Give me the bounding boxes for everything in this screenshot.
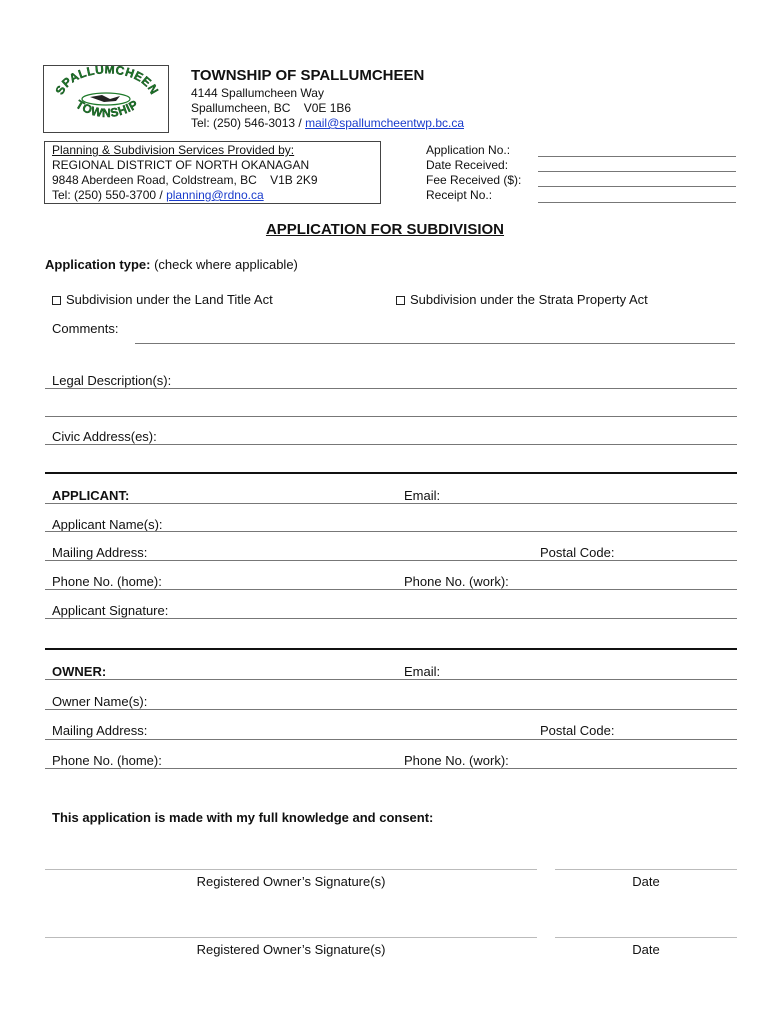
owner-mailing-label: Mailing Address: (52, 723, 148, 738)
owner-mailing-field[interactable] (45, 739, 737, 740)
land-title-checkbox[interactable] (52, 296, 61, 305)
applicant-email-field[interactable] (45, 503, 737, 504)
owner-signature-label-1: Registered Owner’s Signature(s) (196, 874, 386, 889)
date-received-field[interactable] (538, 171, 736, 172)
owner-phone-work-label: Phone No. (work): (404, 753, 509, 768)
planning-email-link[interactable]: planning@rdno.ca (166, 188, 264, 202)
owner-date-label-2: Date (632, 942, 660, 957)
applicant-signature-label: Applicant Signature: (52, 603, 169, 618)
applicant-postal-label: Postal Code: (540, 545, 615, 560)
org-address-line2: Spallumcheen, BC V0E 1B6 (191, 101, 352, 115)
strata-checkbox[interactable] (396, 296, 405, 305)
applicant-phone-work-label: Phone No. (work): (404, 574, 509, 589)
org-tel: Tel: (250) 546-3013 / (191, 116, 306, 130)
owner-heading: OWNER: (52, 664, 107, 679)
legal-description-label: Legal Description(s): (52, 373, 172, 388)
planning-title: Planning & Subdivision Services Provided by: (52, 143, 295, 157)
owner-phone-field[interactable] (45, 768, 737, 769)
logo-figure (90, 95, 120, 102)
township-logo-graphic (44, 66, 168, 132)
logo-top-text: SPALLUMCHEEN (52, 66, 162, 97)
owner-email-label: Email: (404, 664, 441, 679)
option-land-title[interactable] (52, 292, 273, 307)
application-no-label: Application No.: (426, 143, 511, 157)
comments-field[interactable] (135, 343, 735, 344)
owner-signature-field-2[interactable] (45, 937, 537, 938)
applicant-phone-home-label: Phone No. (home): (52, 574, 162, 589)
org-address-line1: 4144 Spallumcheen Way (191, 86, 324, 100)
consent-statement: This application is made with my full knowledge and consent: (52, 810, 434, 825)
owner-signature-label-2: Registered Owner’s Signature(s) (196, 942, 386, 957)
civic-address-label: Civic Address(es): (52, 429, 157, 444)
fee-received-label: Fee Received ($): (426, 173, 522, 187)
planning-line1: REGIONAL DISTRICT OF NORTH OKANAGAN (52, 158, 310, 172)
application-type-label: Application type: (45, 257, 151, 272)
applicant-phone-field[interactable] (45, 589, 737, 590)
applicant-names-label: Applicant Name(s): (52, 517, 163, 532)
applicant-mailing-label: Mailing Address: (52, 545, 148, 560)
owner-date-label-1: Date (632, 874, 660, 889)
fee-received-field[interactable] (538, 186, 736, 187)
legal-description-field[interactable] (45, 388, 737, 389)
owner-phone-home-label: Phone No. (home): (52, 753, 162, 768)
logo-bottom-text: TOWNSHIP (73, 97, 141, 121)
owner-date-field-1[interactable] (555, 869, 737, 870)
applicant-email-label: Email: (404, 488, 441, 503)
application-type-hint: (check where applicable) (154, 257, 298, 272)
owner-names-field[interactable] (45, 709, 737, 710)
svg-text:SPALLUMCHEEN (53, 66, 162, 97)
application-no-field[interactable] (538, 156, 736, 157)
planning-line2: 9848 Aberdeen Road, Coldstream, BC V1B 2K9 (52, 173, 318, 187)
org-contact (191, 116, 464, 130)
option-strata[interactable] (396, 292, 648, 307)
form-title: APPLICATION FOR SUBDIVISION (265, 221, 505, 238)
owner-email-field[interactable] (45, 679, 737, 680)
owner-postal-label: Postal Code: (540, 723, 615, 738)
owner-names-label: Owner Name(s): (52, 694, 148, 709)
org-title: TOWNSHIP OF SPALLUMCHEEN (191, 67, 425, 84)
receipt-no-field[interactable] (538, 202, 736, 203)
owner-signature-field-1[interactable] (45, 869, 537, 870)
owner-date-field-2[interactable] (555, 937, 737, 938)
receipt-no-label: Receipt No.: (426, 188, 493, 202)
date-received-label: Date Received: (426, 158, 509, 172)
planning-contact (52, 188, 264, 202)
comments-label: Comments: (52, 321, 119, 336)
application-type (45, 257, 298, 272)
applicant-signature-field[interactable] (45, 618, 737, 619)
applicant-names-field[interactable] (45, 531, 737, 532)
applicant-mailing-field[interactable] (45, 560, 737, 561)
planning-tel: Tel: (250) 550-3700 / (52, 188, 167, 202)
civic-address-field[interactable] (45, 444, 737, 445)
section-divider-applicant (45, 472, 737, 474)
applicant-heading: APPLICANT: (52, 488, 130, 503)
section-divider-owner (45, 648, 737, 650)
option-strata-label: Subdivision under the Strata Property Act (410, 292, 648, 307)
township-logo (43, 65, 169, 133)
org-email-link[interactable]: mail@spallumcheentwp.bc.ca (305, 116, 464, 130)
option-land-title-label: Subdivision under the Land Title Act (66, 292, 273, 307)
legal-description-field-2[interactable] (45, 416, 737, 417)
